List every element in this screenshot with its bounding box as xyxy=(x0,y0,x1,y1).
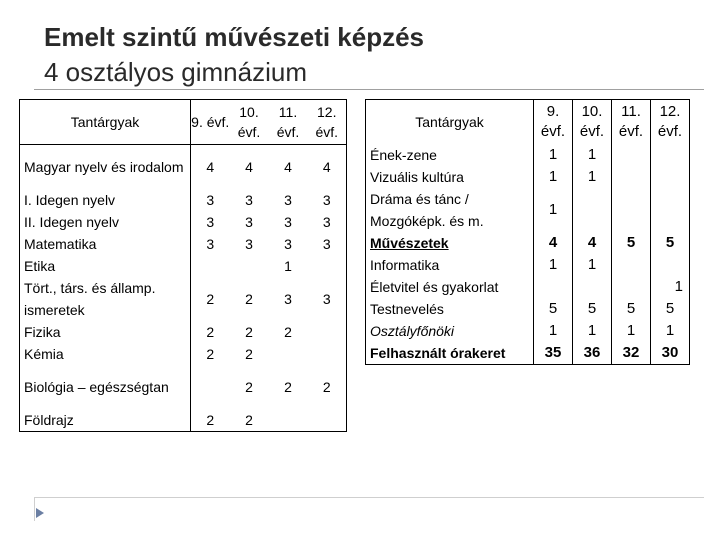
table-row xyxy=(20,233,347,255)
value-cell: 3 xyxy=(245,192,253,208)
value-cell: 1 xyxy=(534,188,573,232)
table-row xyxy=(366,254,690,276)
value-cell xyxy=(269,343,308,365)
subject-cell: I. Idegen nyelv xyxy=(20,189,191,211)
table-row xyxy=(20,277,347,321)
value-cell: 3 xyxy=(284,192,292,208)
value-cell: 4 xyxy=(245,159,253,175)
value-cell: 5 xyxy=(651,232,690,254)
header-subjects: Tantárgyak xyxy=(415,114,484,130)
table-row xyxy=(366,188,690,232)
table-row xyxy=(366,166,690,188)
value-cell: 2 xyxy=(206,346,215,362)
value-cell: 1 xyxy=(534,144,573,166)
value-cell xyxy=(651,254,690,276)
value-cell: 3 xyxy=(206,236,215,252)
footer-divider xyxy=(34,497,704,498)
value-cell: 1 xyxy=(573,144,612,166)
value-cell: 1 xyxy=(651,276,690,298)
subject-cell: Testnevelés xyxy=(370,301,444,317)
value-cell: 3 xyxy=(245,214,253,230)
value-cell: 32 xyxy=(612,342,651,365)
value-cell xyxy=(308,255,347,277)
value-cell: 1 xyxy=(651,320,690,342)
value-cell xyxy=(651,188,690,232)
table-row xyxy=(20,409,347,432)
slide-marker-icon xyxy=(36,508,44,518)
header-year-10: 10. évf. xyxy=(573,100,612,145)
value-cell: 3 xyxy=(322,192,331,208)
value-cell: 5 xyxy=(573,298,612,320)
subject-cell: Kémia xyxy=(20,343,191,365)
subject-cell: Tört., társ. és államp. ismeretek xyxy=(20,277,191,321)
table-row xyxy=(20,365,347,409)
header-year-11: 11. évf. xyxy=(612,100,651,145)
value-cell xyxy=(308,409,347,432)
subject-cell: II. Idegen nyelv xyxy=(20,211,191,233)
value-cell: 2 xyxy=(245,291,253,307)
table-row xyxy=(20,343,347,365)
subject-cell: Informatika xyxy=(370,257,440,273)
value-cell: 2 xyxy=(206,412,215,428)
value-cell xyxy=(612,166,651,188)
value-cell: 1 xyxy=(612,320,651,342)
header-year-12: 12. évf. xyxy=(651,100,690,145)
value-cell: 36 xyxy=(573,342,612,365)
value-cell: 3 xyxy=(206,192,215,208)
slide-title: Emelt szintű művészeti képzés xyxy=(44,22,425,52)
value-cell xyxy=(612,276,651,298)
value-cell: 1 xyxy=(534,320,573,342)
value-cell: 4 xyxy=(534,232,573,254)
value-cell: 2 xyxy=(245,379,253,395)
value-cell: 3 xyxy=(322,291,331,307)
subject-cell: Etika xyxy=(20,255,191,277)
value-cell: 1 xyxy=(573,166,612,188)
value-cell: 3 xyxy=(284,214,292,230)
table-row xyxy=(20,321,347,343)
value-cell: 4 xyxy=(573,232,612,254)
value-cell: 2 xyxy=(322,379,331,395)
value-cell xyxy=(308,343,347,365)
header-year-9: 9. évf. xyxy=(534,100,573,145)
value-cell: 4 xyxy=(322,159,331,175)
subject-cell: Matematika xyxy=(20,233,191,255)
table-row xyxy=(20,145,347,190)
table-row xyxy=(20,255,347,277)
value-cell: 1 xyxy=(284,258,292,274)
subject-cell: Életvitel és gyakorlat xyxy=(370,279,499,295)
subject-cell: Földrajz xyxy=(20,409,191,432)
left-curriculum-table xyxy=(19,99,347,432)
table-row xyxy=(366,232,690,254)
value-cell: 2 xyxy=(206,291,215,307)
value-cell xyxy=(191,365,230,409)
value-cell xyxy=(191,255,230,277)
value-cell: 1 xyxy=(534,254,573,276)
value-cell xyxy=(612,254,651,276)
header-year-11: 11. évf. xyxy=(269,100,308,145)
table-row xyxy=(366,342,690,365)
footer-bracket xyxy=(34,497,35,521)
subject-cell: Dráma és tánc / Mozgóképk. és m. xyxy=(370,191,484,229)
table-row xyxy=(366,144,690,166)
subject-cell: Művészetek xyxy=(370,235,449,251)
subject-cell: Vizuális kultúra xyxy=(370,169,464,185)
value-cell xyxy=(612,188,651,232)
value-cell: 1 xyxy=(573,320,612,342)
value-cell: 1 xyxy=(573,254,612,276)
value-cell: 2 xyxy=(284,379,292,395)
value-cell: 3 xyxy=(206,214,215,230)
value-cell: 3 xyxy=(322,214,331,230)
value-cell: 2 xyxy=(284,324,292,340)
value-cell: 1 xyxy=(534,166,573,188)
table-row xyxy=(366,298,690,320)
value-cell: 30 xyxy=(651,342,690,365)
value-cell xyxy=(651,144,690,166)
value-cell xyxy=(651,166,690,188)
table-row xyxy=(20,211,347,233)
value-cell xyxy=(308,321,347,343)
value-cell xyxy=(230,255,269,277)
value-cell: 3 xyxy=(284,291,292,307)
value-cell: 3 xyxy=(245,236,253,252)
header-year-10: 10. évf. xyxy=(230,100,269,145)
value-cell: 4 xyxy=(206,159,215,175)
value-cell: 5 xyxy=(612,298,651,320)
value-cell xyxy=(269,409,308,432)
subject-cell: Felhasznált órakeret xyxy=(370,345,506,361)
header-year-12: 12. évf. xyxy=(308,100,347,145)
subject-cell: Biológia – egészségtan xyxy=(20,365,191,409)
value-cell xyxy=(612,144,651,166)
header-subjects: Tantárgyak xyxy=(20,100,191,145)
value-cell: 5 xyxy=(651,298,690,320)
table-row xyxy=(20,189,347,211)
value-cell xyxy=(573,188,612,232)
title-divider xyxy=(34,89,704,90)
subject-cell: Fizika xyxy=(20,321,191,343)
value-cell: 2 xyxy=(206,324,215,340)
value-cell: 2 xyxy=(245,324,253,340)
header-year-9: 9. évf. xyxy=(191,100,230,145)
table-row xyxy=(366,276,690,298)
table-header-row xyxy=(366,100,690,145)
table-row xyxy=(366,320,690,342)
value-cell xyxy=(534,276,573,298)
value-cell: 5 xyxy=(534,298,573,320)
subject-cell: Magyar nyelv és irodalom xyxy=(20,145,191,190)
value-cell: 2 xyxy=(245,346,253,362)
value-cell: 3 xyxy=(322,236,331,252)
value-cell: 2 xyxy=(245,412,253,428)
subject-cell: Ének-zene xyxy=(370,147,437,163)
value-cell: 4 xyxy=(284,159,292,175)
right-curriculum-table xyxy=(365,99,690,365)
value-cell xyxy=(573,276,612,298)
value-cell: 35 xyxy=(534,342,573,365)
value-cell: 5 xyxy=(612,232,651,254)
subject-cell: Osztályfőnöki xyxy=(370,323,455,339)
value-cell: 3 xyxy=(284,236,292,252)
table-header-row xyxy=(20,100,347,145)
slide-subtitle: 4 osztályos gimnázium xyxy=(44,57,307,87)
